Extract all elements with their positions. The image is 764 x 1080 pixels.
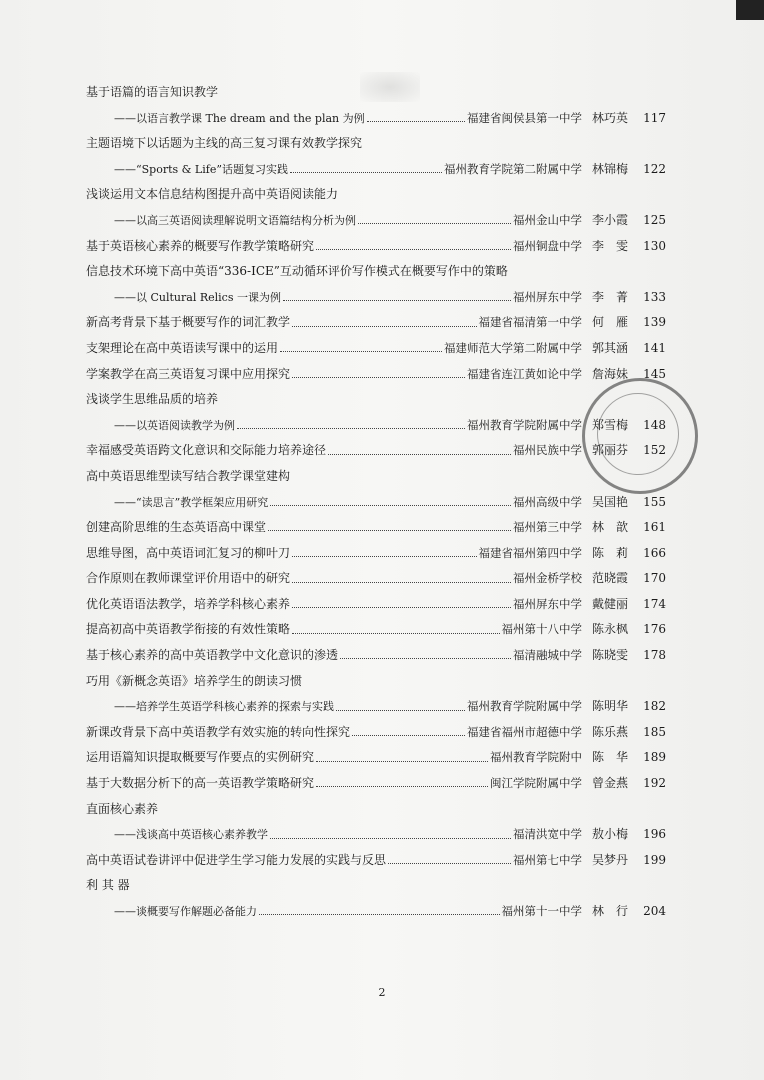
dot-leader bbox=[290, 172, 442, 173]
toc-entry bbox=[86, 822, 666, 848]
toc-heading bbox=[86, 797, 666, 823]
toc-heading bbox=[86, 873, 666, 899]
toc-entry-author: 陈 华 bbox=[592, 750, 629, 765]
toc-entry-page: 141 bbox=[643, 340, 666, 355]
toc-entry-page: 189 bbox=[643, 750, 666, 765]
toc-entry-page: 196 bbox=[643, 827, 666, 842]
dot-leader bbox=[316, 249, 511, 250]
toc-entry-school: 福州金山中学 bbox=[513, 212, 582, 227]
toc-entry-title: ——以高三英语阅读理解说明文语篇结构分析为例 bbox=[114, 213, 356, 227]
toc-heading bbox=[86, 669, 666, 695]
dot-leader bbox=[292, 633, 499, 634]
toc-entry-school: 福州教育学院附属中学 bbox=[467, 699, 582, 714]
dot-leader bbox=[328, 454, 511, 455]
toc-entry-author: 郭其涵 bbox=[592, 340, 629, 355]
toc-entry-title: ——培养学生英语学科核心素养的探索与实践 bbox=[114, 700, 334, 714]
toc-entry-page: 125 bbox=[643, 212, 666, 227]
toc-entry-page: 161 bbox=[643, 520, 666, 535]
dot-leader bbox=[259, 914, 500, 915]
toc-entry-author: 陈 莉 bbox=[592, 545, 629, 560]
toc-entry-author: 何 雁 bbox=[592, 315, 629, 330]
toc-entry-title: ——“Sports & Life”话题复习实践 bbox=[114, 162, 288, 176]
toc-entry bbox=[86, 694, 666, 720]
toc-entry-author: 郑雪梅 bbox=[592, 417, 629, 432]
toc-entry-author: 陈晓雯 bbox=[592, 648, 629, 663]
toc-entry-school: 福州第三中学 bbox=[513, 520, 582, 535]
toc-entry-title: ——以 Cultural Relics 一课为例 bbox=[114, 290, 281, 304]
toc-entry-page: 122 bbox=[643, 161, 666, 176]
toc-entry-title: 新高考背景下基于概要写作的词汇教学 bbox=[86, 315, 291, 330]
toc-entry-school: 福州屏东中学 bbox=[513, 289, 582, 304]
toc-entry-school: 福州第七中学 bbox=[513, 852, 582, 867]
toc-entry-school: 福建省闽侯县第一中学 bbox=[467, 110, 582, 125]
toc-entry-school: 福清融城中学 bbox=[513, 648, 582, 663]
toc-entry-author: 林 歆 bbox=[592, 520, 629, 535]
toc-entry-author: 郭丽芬 bbox=[592, 443, 629, 458]
dot-leader bbox=[292, 377, 465, 378]
toc-entry bbox=[86, 541, 666, 567]
toc-entry-school: 福州金桥学校 bbox=[513, 571, 582, 586]
toc-entry-title: 支架理论在高中英语读写课中的运用 bbox=[86, 340, 279, 355]
toc-entry-page: 170 bbox=[643, 571, 666, 586]
toc-heading bbox=[86, 259, 666, 285]
dot-leader bbox=[292, 556, 476, 557]
toc-entry-title: 优化英语语法教学，培养学科核心素养 bbox=[86, 596, 291, 611]
toc-heading-title: 浅谈学生思维品质的培养 bbox=[86, 392, 219, 407]
toc-entry bbox=[86, 438, 666, 464]
toc-entry-school: 福州第十八中学 bbox=[501, 622, 582, 637]
toc-heading bbox=[86, 182, 666, 208]
toc-entry bbox=[86, 720, 666, 746]
dot-leader bbox=[280, 351, 442, 352]
dot-leader bbox=[237, 428, 465, 429]
dot-leader bbox=[352, 735, 465, 736]
toc-entry bbox=[86, 234, 666, 260]
toc-heading-title: 巧用《新概念英语》培养学生的朗读习惯 bbox=[86, 673, 303, 688]
toc-entry-title: 基于大数据分析下的高一英语教学策略研究 bbox=[86, 776, 315, 791]
toc-entry-page: 152 bbox=[643, 443, 666, 458]
seal-stamp bbox=[582, 378, 698, 494]
toc-entry-author: 曾金燕 bbox=[592, 776, 629, 791]
toc-entry-page: 117 bbox=[643, 110, 666, 125]
toc-entry-school: 福建省福州市超德中学 bbox=[467, 724, 582, 739]
toc-entry-author: 李 雯 bbox=[592, 238, 629, 253]
toc-entry-title: 基于英语核心素养的概要写作教学策略研究 bbox=[86, 238, 315, 253]
toc-entry-school: 福清洪宽中学 bbox=[513, 827, 582, 842]
toc-entry-title: 新课改背景下高中英语教学有效实施的转向性探究 bbox=[86, 724, 351, 739]
dot-leader bbox=[270, 505, 511, 506]
toc-entry-school: 福州高级中学 bbox=[513, 494, 582, 509]
dot-leader bbox=[292, 582, 511, 583]
toc-heading bbox=[86, 387, 666, 413]
toc-entry-school: 福州第十一中学 bbox=[501, 904, 582, 918]
toc-entry-title: ——以语言教学课 The dream and the plan 为例 bbox=[114, 111, 365, 125]
toc-entry-author: 李 菁 bbox=[592, 289, 629, 304]
toc-entry-page: 178 bbox=[643, 648, 666, 663]
toc-heading bbox=[86, 131, 666, 157]
toc-entry-school: 福州教育学院第二附属中学 bbox=[444, 161, 582, 176]
toc-entry bbox=[86, 592, 666, 618]
toc-entry-school: 福州教育学院附中 bbox=[490, 750, 582, 765]
toc-entry bbox=[86, 848, 666, 874]
toc-entry-page: 192 bbox=[643, 776, 666, 791]
toc-entry bbox=[86, 617, 666, 643]
toc-heading-title: 高中英语思维型读写结合教学课堂建构 bbox=[86, 468, 291, 483]
toc-entry-title: ——浅谈高中英语核心素养教学 bbox=[114, 828, 268, 842]
toc-entry-school: 福州铜盘中学 bbox=[513, 238, 582, 253]
toc-entry-page: 185 bbox=[643, 724, 666, 739]
toc-entry-page: 204 bbox=[643, 904, 666, 918]
toc-entry-author: 吴梦丹 bbox=[592, 852, 629, 867]
toc-entry-school: 福州屏东中学 bbox=[513, 596, 582, 611]
toc-entry bbox=[86, 745, 666, 771]
toc-entry-author: 敖小梅 bbox=[592, 827, 629, 842]
toc-entry-page: 182 bbox=[643, 699, 666, 714]
toc-entry-page: 145 bbox=[643, 366, 666, 381]
dot-leader bbox=[270, 838, 511, 839]
toc-entry-page: 199 bbox=[643, 852, 666, 867]
toc-entry bbox=[86, 899, 666, 925]
toc-entry-author: 戴健丽 bbox=[592, 596, 629, 611]
toc-entry-author: 范晓霞 bbox=[592, 571, 629, 586]
dot-leader bbox=[367, 121, 465, 122]
toc-entry-school: 福建省连江黄如论中学 bbox=[467, 366, 582, 381]
dot-leader bbox=[340, 658, 511, 659]
toc-heading bbox=[86, 80, 666, 106]
toc-entry-author: 吴国艳 bbox=[592, 494, 629, 509]
toc-entry-school: 福建省福清第一中学 bbox=[478, 315, 582, 330]
toc-heading-title: 利 其 器 bbox=[86, 878, 130, 893]
toc-heading-title: 主题语境下以话题为主线的高三复习课有效教学探究 bbox=[86, 136, 363, 151]
toc-entry-page: 130 bbox=[643, 238, 666, 253]
toc-entry-page: 155 bbox=[643, 494, 666, 509]
toc-entry-author: 陈明华 bbox=[592, 699, 629, 714]
table-of-contents bbox=[86, 80, 666, 925]
toc-entry bbox=[86, 515, 666, 541]
toc-entry-school: 闽江学院附属中学 bbox=[490, 776, 582, 791]
toc-entry-title: 幸福感受英语跨文化意识和交际能力培养途径 bbox=[86, 443, 327, 458]
toc-entry-page: 139 bbox=[643, 315, 666, 330]
toc-entry-school: 福州民族中学 bbox=[513, 443, 582, 458]
seal-inner-ring bbox=[597, 393, 679, 475]
toc-heading-title: 直面核心素养 bbox=[86, 801, 159, 816]
toc-entry-author: 陈乐燕 bbox=[592, 724, 629, 739]
toc-entry-page: 176 bbox=[643, 622, 666, 637]
dot-leader bbox=[358, 223, 511, 224]
toc-entry-title: 提高初高中英语教学衔接的有效性策略 bbox=[86, 622, 291, 637]
toc-entry-title: ——以英语阅读教学为例 bbox=[114, 418, 235, 432]
toc-entry-author: 詹海妹 bbox=[592, 366, 629, 381]
toc-heading bbox=[86, 464, 666, 490]
toc-heading-title: 基于语篇的语言知识教学 bbox=[86, 85, 219, 99]
toc-entry-school: 福建省福州第四中学 bbox=[478, 545, 582, 560]
toc-entry bbox=[86, 285, 666, 311]
toc-entry bbox=[86, 643, 666, 669]
toc-entry-page: 148 bbox=[643, 417, 666, 432]
toc-entry-title: 学案教学在高三英语复习课中应用探究 bbox=[86, 366, 291, 381]
toc-entry-title: ——“读思言”教学框架应用研究 bbox=[114, 495, 269, 509]
toc-entry bbox=[86, 310, 666, 336]
toc-entry-author: 林巧英 bbox=[592, 110, 629, 125]
toc-entry bbox=[86, 362, 666, 388]
toc-entry bbox=[86, 336, 666, 362]
dot-leader bbox=[336, 710, 465, 711]
toc-entry-title: 运用语篇知识提取概要写作要点的实例研究 bbox=[86, 750, 315, 765]
toc-entry-page: 166 bbox=[643, 545, 666, 560]
dot-leader bbox=[316, 761, 488, 762]
toc-entry-title: 思维导图，高中英语词汇复习的柳叶刀 bbox=[86, 545, 291, 560]
toc-heading-title: 信息技术环境下高中英语“336-ICE”互动循环评价写作模式在概要写作中的策略 bbox=[86, 264, 508, 279]
toc-entry-author: 林锦梅 bbox=[592, 161, 629, 176]
toc-entry bbox=[86, 566, 666, 592]
toc-entry-title: 基于核心素养的高中英语教学中文化意识的渗透 bbox=[86, 648, 339, 663]
dot-leader bbox=[268, 530, 511, 531]
toc-entry-author: 林 行 bbox=[592, 904, 629, 918]
toc-entry-author: 李小霞 bbox=[592, 212, 629, 227]
toc-entry bbox=[86, 413, 666, 439]
scan-corner-mark bbox=[736, 0, 764, 20]
toc-entry bbox=[86, 208, 666, 234]
toc-entry-author: 陈永枫 bbox=[592, 622, 629, 637]
page-number: 2 bbox=[378, 986, 386, 999]
toc-entry-school: 福州教育学院附属中学 bbox=[467, 417, 582, 432]
dot-leader bbox=[316, 786, 488, 787]
toc-entry-title: ——谈概要写作解题必备能力 bbox=[114, 905, 257, 918]
toc-entry bbox=[86, 106, 666, 132]
toc-entry-title: 高中英语试卷讲评中促进学生学习能力发展的实践与反思 bbox=[86, 852, 387, 867]
toc-entry bbox=[86, 157, 666, 183]
toc-entry-page: 174 bbox=[643, 596, 666, 611]
toc-entry bbox=[86, 771, 666, 797]
dot-leader bbox=[292, 326, 476, 327]
dot-leader bbox=[283, 300, 511, 301]
toc-heading-title: 浅谈运用文本信息结构图提升高中英语阅读能力 bbox=[86, 187, 339, 202]
dot-leader bbox=[292, 607, 511, 608]
toc-entry-page: 133 bbox=[643, 289, 666, 304]
toc-entry-title: 合作原则在教师课堂评价用语中的研究 bbox=[86, 571, 291, 586]
toc-entry bbox=[86, 490, 666, 516]
toc-entry-title: 创建高阶思维的生态英语高中课堂 bbox=[86, 520, 267, 535]
toc-entry-school: 福建师范大学第二附属中学 bbox=[444, 340, 582, 355]
dot-leader bbox=[388, 863, 511, 864]
